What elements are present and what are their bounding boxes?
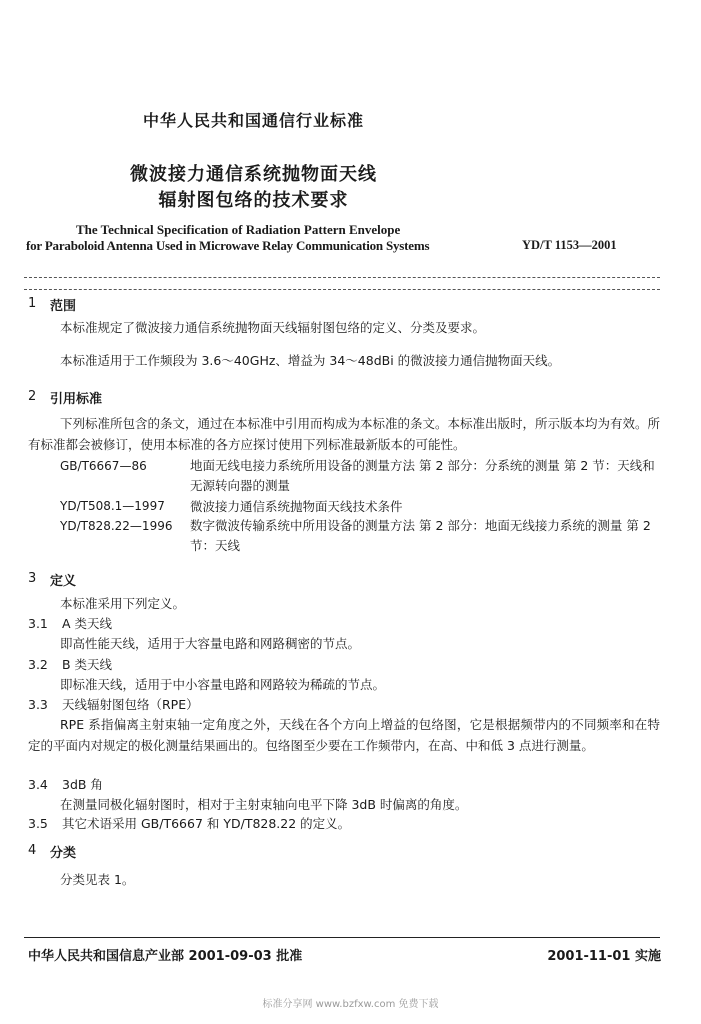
section-3-title: 定义 xyxy=(50,574,77,589)
title-english-line2: for Paraboloid Antenna Used in Microwave Relay Communication Systems xyxy=(26,238,430,253)
header-divider-dashed-lower xyxy=(24,289,660,290)
definition-description: 在测量同极化辐射图时，相对于主射束轴向电平下降 3dB 时偏离的角度。 xyxy=(60,797,468,812)
section-1-number: 1 xyxy=(28,296,37,311)
definition-number: 3.3 xyxy=(28,697,48,712)
definition-term: 天线辐射图包络（RPE） xyxy=(62,697,199,712)
section-2-paragraph: 下列标准所包含的条文，通过在本标准中引用而构成为本标准的条文。本标准出版时，所示版本均为有效。所有标准都会被修订，使用本标准的各方应探讨使用下列标准最新版本的可能性。 xyxy=(28,416,661,452)
reference-code: GB/T6667—86 xyxy=(60,459,147,473)
definition-term: B 类天线 xyxy=(62,657,113,672)
watermark: 标准分享网 www.bzfxw.com 免费下载 xyxy=(262,999,439,1010)
section-3-number: 3 xyxy=(28,571,37,586)
reference-title: 数字微波传输系统中所用设备的测量方法 第 2 部分：地面无线接力系统的测量 第 2 节：天线 xyxy=(190,518,651,553)
footer-divider xyxy=(24,937,660,938)
standard-number: YD/T 1153—2001 xyxy=(522,238,617,252)
issuing-body-heading: 中华人民共和国通信行业标准 xyxy=(142,111,364,130)
definition-number: 3.5 xyxy=(28,816,48,831)
definition-number: 3.1 xyxy=(28,616,48,631)
definition-number: 3.2 xyxy=(28,657,48,672)
section-2-title: 引用标准 xyxy=(50,392,103,407)
section-1-title: 范围 xyxy=(50,299,77,314)
implementation-date: 2001-11-01 实施 xyxy=(547,949,661,964)
definition-term: A 类天线 xyxy=(62,616,113,631)
definition-term: 其它术语采用 GB/T6667 和 YD/T828.22 的定义。 xyxy=(62,816,351,831)
title-chinese-line1: 微波接力通信系统抛物面天线 xyxy=(130,164,377,185)
title-english-line1: The Technical Specification of Radiation Pattern Envelope xyxy=(76,222,401,237)
definition-description: RPE 系指偏离主射束轴一定角度之外，天线在各个方向上增益的包络图，它是根据频带内的不同频率和在特定的平面内对规定的极化测量结果画出的。包络图至少要在工作频带内，在高、中和低 3 点进行测量。 xyxy=(28,717,660,753)
definition-description: 即标准天线，适用于中小容量电路和网路较为稀疏的节点。 xyxy=(60,677,386,692)
definition-term: 3dB 角 xyxy=(62,777,103,792)
reference-title: 地面无线电接力系统所用设备的测量方法 第 2 部分：分系统的测量 第 2 节：天线和无源转向器的测量 xyxy=(190,458,655,493)
section-4-number: 4 xyxy=(28,843,37,858)
section-1-paragraph-1: 本标准规定了微波接力通信系统抛物面天线辐射图包络的定义、分类及要求。 xyxy=(60,320,486,335)
section-3-intro: 本标准采用下列定义。 xyxy=(60,596,186,611)
definition-number: 3.4 xyxy=(28,777,48,792)
approval-line: 中华人民共和国信息产业部 2001-09-03 批准 xyxy=(28,949,303,964)
definition-description: 即高性能天线，适用于大容量电路和网路稠密的节点。 xyxy=(60,636,361,651)
title-chinese-line2: 辐射图包络的技术要求 xyxy=(158,190,349,211)
section-4-paragraph: 分类见表 1。 xyxy=(60,872,135,887)
reference-code: YD/T508.1—1997 xyxy=(60,499,165,513)
header-divider-dashed xyxy=(24,277,660,278)
section-1-paragraph-2: 本标准适用于工作频段为 3.6～40GHz、增益为 34～48dBi 的微波接力通信抛物面天线。 xyxy=(60,353,561,368)
section-4-title: 分类 xyxy=(50,846,77,861)
reference-title: 微波接力通信系统抛物面天线技术条件 xyxy=(190,499,403,514)
reference-code: YD/T828.22—1996 xyxy=(60,519,173,533)
section-2-number: 2 xyxy=(28,389,37,404)
